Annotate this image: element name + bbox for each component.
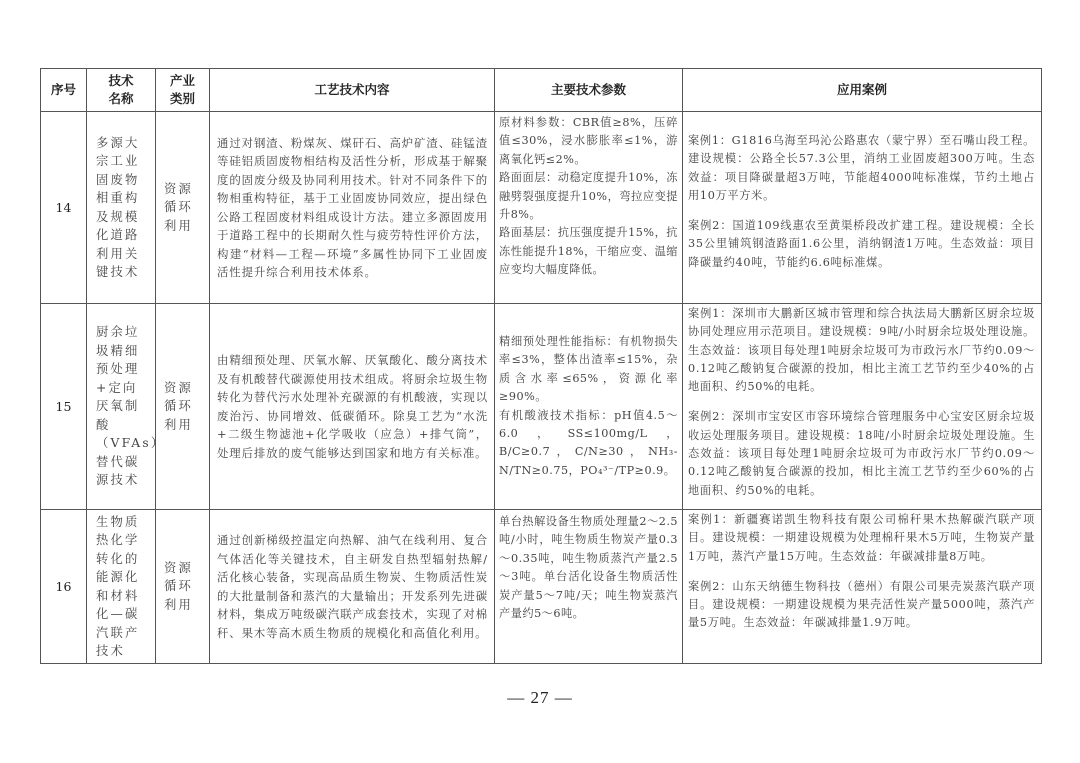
application-cases bbox=[683, 304, 1042, 510]
case-item: 案例2：国道109线惠农至黄渠桥段改扩建工程。建设规模：全长35公里铺筑钢渣路面1.6公里，消纳钢渣1万吨。生态效益：项目降碳量约40吨，节能约6.6吨标准煤。 bbox=[688, 219, 1035, 269]
technology-catalog-table bbox=[40, 68, 1042, 664]
header-no: 序号 bbox=[41, 69, 87, 112]
header-category-text: 产业类别 bbox=[169, 73, 195, 106]
technology-name: 厨余垃圾精细预处理+定向厌氧制酸（VFAs）替代碳源技术 bbox=[87, 304, 156, 510]
header-cases: 应用案例 bbox=[683, 69, 1042, 112]
param-item: 精细预处理性能指标：有机物损失率≤3%，整体出渣率≤15%，杂质含水率≤65%，资源化率≥90%。 bbox=[499, 334, 678, 404]
industry-category: 资源循环利用 bbox=[156, 510, 210, 664]
case-item: 案例1：新疆赛诺凯生物科技有限公司棉秆果木热解碳汽联产项目。建设规模：一期建设规模为处理棉秆果木5万吨，生物炭产量1万吨，蒸汽产量15万吨。生态效益：年碳减排量8万吨。 bbox=[688, 513, 1035, 563]
param-item: 路面面层：动稳定度提升10%，冻融劈裂强度提升10%，弯拉应变提升8%。 bbox=[499, 171, 678, 222]
technical-params bbox=[495, 112, 683, 304]
param-item: 原材料参数：CBR值≥8%，压碎值≤30%，浸水膨胀率≤1%，游离氧化钙≤2%。 bbox=[499, 116, 678, 166]
industry-category: 资源循环利用 bbox=[156, 304, 210, 510]
technology-name: 生物质热化学转化的能源化和材料化—碳汽联产技术 bbox=[87, 510, 156, 664]
header-category bbox=[156, 69, 210, 112]
table-header-row bbox=[41, 69, 1042, 112]
row-number: 14 bbox=[41, 112, 87, 304]
process-content: 通过对钢渣、粉煤灰、煤矸石、高炉矿渣、硅锰渣等硅铝质固废物相结构及活性分析，形成基于解聚度的固废分级及协同利用技术。针对不同条件下的物相重构特征，基于工业固废协同效应，提出绿色公路工程固废材料组成设计方法。建立多源固废用于道路工程中的长期耐久性与疲劳特性评价方法，构建“材料—工程—环境”多属性协同下工业固废活性提升综合利用技术体系。 bbox=[210, 112, 495, 304]
row-number: 15 bbox=[41, 304, 87, 510]
page-number: — 27 — bbox=[507, 688, 573, 707]
case-item: 案例2：深圳市宝安区市容环境综合管理服务中心宝安区厨余垃圾收运处理服务项目。建设规模：18吨/小时厨余垃圾处理设施。生态效益：该项目每处理1吨厨余垃圾可为市政污水厂节约0.09～0.12吨乙酸钠复合碳源的投加，相比主流工艺节约至少60%的占地面积、约50%的电耗。 bbox=[688, 410, 1035, 497]
technical-params bbox=[495, 510, 683, 664]
header-process: 工艺技术内容 bbox=[210, 69, 495, 112]
technical-params bbox=[495, 304, 683, 510]
technology-name: 多源大宗工业固废物相重构及规模化道路利用关键技术 bbox=[87, 112, 156, 304]
case-item: 案例2：山东天纳德生物科技（德州）有限公司果壳炭蒸汽联产项目。建设规模：一期建设规模为果壳活性炭产量5000吨，蒸汽产量5万吨。生态效益：年碳减排量1.9万吨。 bbox=[688, 579, 1035, 630]
table-row bbox=[41, 112, 1042, 304]
header-name bbox=[87, 69, 156, 112]
row-number: 16 bbox=[41, 510, 87, 664]
param-item: 单台热解设备生物质处理量2～2.5吨/小时，吨生物质生物炭产量0.3～0.35吨，吨生物质蒸汽产量2.5～3吨。单台活化设备生物质活性炭产量5～7吨/天；吨生物炭蒸汽产量约5～6吨。 bbox=[499, 515, 678, 621]
process-content: 通过创新梯级控温定向热解、油气在线利用、复合气体活化等关键技术，自主研发自热型辐射热解/活化核心装备，实现高品质生物炭、生物质活性炭的大批量制备和蒸汽的大量输出；开发系列先进碳材料，集成万吨级碳汽联产成套技术，实现了对棉秆、果木等高木质生物质的规模化和高值化利用。 bbox=[210, 510, 495, 664]
table-row bbox=[41, 304, 1042, 510]
param-item: 路面基层：抗压强度提升15%，抗冻性能提升18%，干缩应变、温缩应变均大幅度降低。 bbox=[499, 226, 678, 277]
application-cases bbox=[683, 510, 1042, 664]
case-item: 案例1：G1816乌海至玛沁公路惠农（蒙宁界）至石嘴山段工程。建设规模：公路全长57.3公里，消纳工业固废超300万吨。生态效益：项目降碳量超3万吨，节能超4000吨标准煤，节约土地占用10万平方米。 bbox=[688, 134, 1035, 202]
industry-category: 资源循环利用 bbox=[156, 112, 210, 304]
param-item: 有机酸液技术指标：pH值4.5～6.0，SS≤100mg/L，B/C≥0.7，C/N≥30，NH₃-N/TN≥0.75，PO₄³⁻/TP≥0.9。 bbox=[499, 408, 678, 477]
process-content: 由精细预处理、厌氧水解、厌氧酸化、酸分离技术及有机酸替代碳源使用技术组成。将厨余垃圾生物转化为替代污水处理补充碳源的有机酸液，实现以废治污、协同增效、低碳循环。除臭工艺为“水洗+二级生物滤池+化学吸收（应急）+排气筒”，处理后排放的废气能够达到国家和地方有关标准。 bbox=[210, 304, 495, 510]
header-params: 主要技术参数 bbox=[495, 69, 683, 112]
header-name-text: 技术名称 bbox=[108, 73, 134, 106]
table-row bbox=[41, 510, 1042, 664]
case-item: 案例1：深圳市大鹏新区城市管理和综合执法局大鹏新区厨余垃圾协同处理应用示范项目。建设规模：9吨/小时厨余垃圾处理设施。生态效益：该项目每处理1吨厨余垃圾可为市政污水厂节约0.09～0.12吨乙酸钠复合碳源的投加，相比主流工艺节约至少40%的占地面积、约50%的电耗。 bbox=[688, 307, 1035, 394]
application-cases bbox=[683, 112, 1042, 304]
